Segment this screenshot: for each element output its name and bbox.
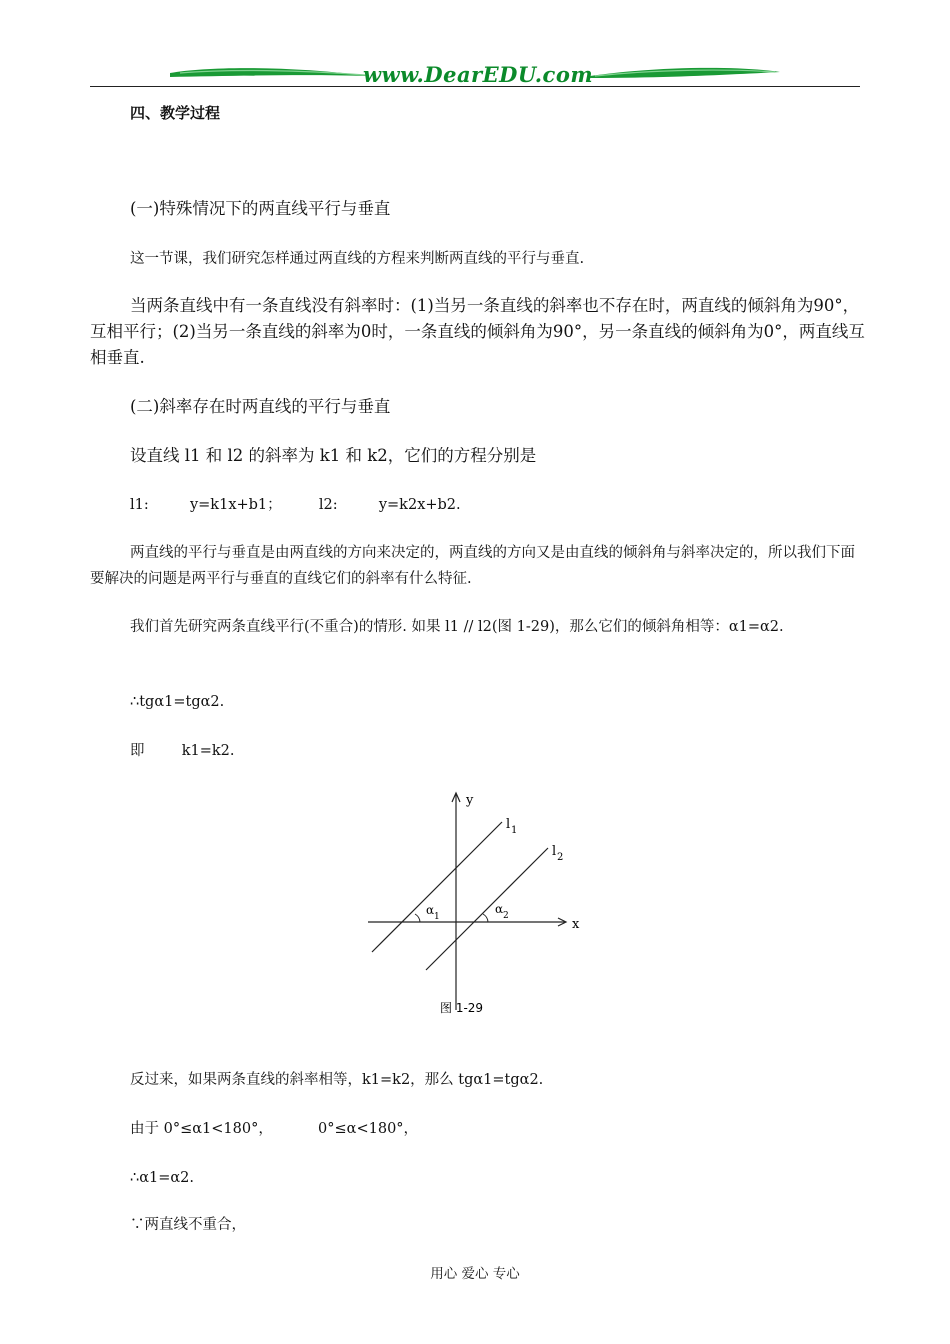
eq-l2: y=k2x+b2. <box>378 497 461 513</box>
line-l1-subscript: 1 <box>511 825 518 836</box>
angle-arc-2 <box>483 914 488 922</box>
line-l1 <box>372 822 502 952</box>
parallel-case-paragraph <box>90 614 865 640</box>
y-axis-label: y <box>466 793 474 808</box>
ji-label: 即 <box>130 743 145 759</box>
therefore-alpha-line: ∴α1=α2. <box>130 1170 195 1186</box>
figure-1-29 <box>360 782 590 1022</box>
direction-paragraph <box>90 540 865 592</box>
page-header <box>90 58 860 90</box>
alpha2-label: α <box>495 902 504 916</box>
left-swoosh-decoration <box>170 64 370 82</box>
line-l2-subscript: 2 <box>557 852 564 863</box>
alpha1-label: α <box>426 903 435 917</box>
alpha2-subscript: 2 <box>503 911 509 921</box>
line-l2-label: l <box>552 844 557 859</box>
range-line <box>90 1116 865 1142</box>
special-case-paragraph <box>90 293 865 371</box>
parallel-case-text: 我们首先研究两条直线平行(不重合)的情形. 如果 l1 // l2(图 1-29)，那么它们的倾斜角相等：α1=α2. <box>130 619 784 635</box>
site-logo-text: www.DearEDU.com <box>362 62 594 87</box>
eq-l1-label: l1: <box>130 497 149 513</box>
subsection-title-2: (二)斜率存在时两直线的平行与垂直 <box>130 397 391 416</box>
therefore-tg-line: ∴tgα1=tgα2. <box>130 694 225 710</box>
range-a: 由于 0°≤α1<180°， <box>130 1121 273 1137</box>
header-rule <box>90 86 860 87</box>
setup-paragraph: 设直线 l1 和 l2 的斜率为 k1 和 k2，它们的方程分别是 <box>130 446 537 465</box>
direction-text: 两直线的平行与垂直是由两直线的方向来决定的，两直线的方向又是由直线的倾斜角与斜率决定的，所以我们下面要解决的问题是两平行与垂直的直线它们的斜率有什么特征. <box>90 545 855 587</box>
right-swoosh-decoration <box>590 64 780 82</box>
alpha1-subscript: 1 <box>434 912 440 922</box>
range-b: 0°≤α<180°， <box>318 1121 419 1137</box>
page-footer: 用心 爱心 专心 <box>430 1266 520 1282</box>
subsection-title-1: (一)特殊情况下的两直线平行与垂直 <box>130 199 391 218</box>
intro-paragraph: 这一节课，我们研究怎样通过两直线的方程来判断两直线的平行与垂直. <box>130 251 585 267</box>
section-heading: 四、教学过程 <box>130 104 221 122</box>
ji-equation: k1=k2. <box>181 743 235 759</box>
eq-l1: y=k1x+b1； <box>189 497 282 513</box>
figure-caption: 图 1-29 <box>440 1001 484 1015</box>
line-l1-label: l <box>506 817 511 832</box>
equations-line <box>90 492 865 518</box>
converse-paragraph: 反过来，如果两条直线的斜率相等，k1=k2，那么 tgα1=tgα2. <box>130 1072 544 1088</box>
because-line: ∵两直线不重合， <box>130 1217 246 1233</box>
special-case-text: 当两条直线中有一条直线没有斜率时：(1)当另一条直线的斜率也不存在时，两直线的倾斜角为90°，互相平行；(2)当另一条直线的斜率为0时，一条直线的倾斜角为90°，另一条直线的倾斜角为0°，两直线互相垂直. <box>90 296 865 367</box>
angle-arc-1 <box>415 914 420 922</box>
ji-line <box>90 738 865 764</box>
line-l2 <box>426 848 548 970</box>
eq-l2-label: l2: <box>318 497 338 513</box>
x-axis-label: x <box>572 917 580 932</box>
